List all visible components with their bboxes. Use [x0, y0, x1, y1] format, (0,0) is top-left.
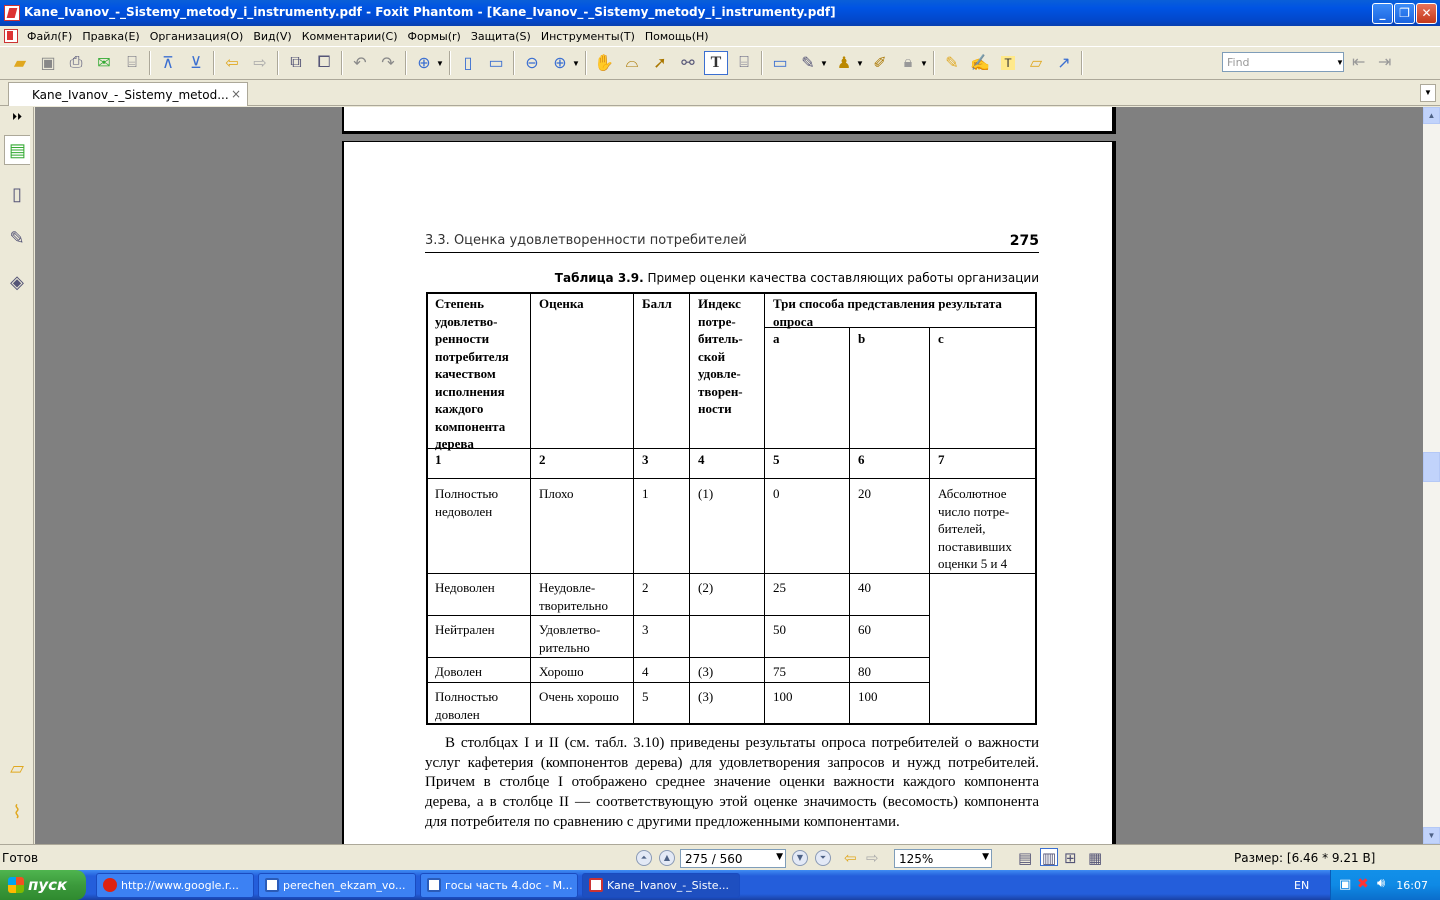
lock-icon[interactable]: 🔒︎ [903, 54, 913, 71]
word-icon [427, 878, 441, 892]
table-cell: 80 [858, 664, 871, 679]
start-button[interactable] [0, 870, 86, 900]
continuous-facing-icon[interactable]: ▦ [1088, 849, 1103, 867]
menu-help[interactable]: Помощь(H) [644, 29, 709, 43]
header-sub-b: b [858, 331, 866, 346]
menu-bar [0, 26, 1440, 46]
toolbar-separator [277, 51, 279, 75]
go-forward-icon[interactable]: ⇨ [866, 849, 879, 867]
scroll-thumb[interactable] [1423, 452, 1440, 482]
select-text-icon[interactable]: T [704, 51, 728, 75]
snapshot-camera-icon[interactable]: ⌸ [739, 54, 749, 71]
table-cell: 60 [858, 622, 871, 637]
header-satisfaction-index: Индекс потре-битель-ской удовле-творен-ности [698, 296, 743, 416]
document-viewport[interactable] [35, 107, 1423, 844]
zoom-in-icon[interactable]: ⊕ [553, 55, 567, 72]
vertical-scrollbar[interactable] [1423, 107, 1440, 844]
toolbar-separator [1081, 51, 1083, 75]
title-bar [0, 0, 1440, 26]
security-alert-icon[interactable]: ✖ [1357, 876, 1369, 892]
page-number-value: 275 / 560 [685, 852, 743, 866]
header-three-methods: Три способа представления результата опроса [773, 296, 1002, 329]
expand-panel-icon[interactable]: ⏵⏵ [12, 111, 22, 123]
document-tab-label: Kane_Ivanov_-_Sistemy_metod... [32, 88, 229, 102]
table-caption-text: Пример оценки качества составляющих работы организации [643, 271, 1039, 285]
certificate-icon[interactable]: ✐ [873, 55, 887, 72]
network-icon[interactable]: ▣ [1339, 877, 1352, 892]
table-cell: (3) [698, 689, 714, 704]
volume-icon[interactable]: 🔊︎ [1377, 876, 1386, 891]
table-cell: Хорошо [539, 664, 584, 679]
clock: 16:07 [1396, 879, 1428, 892]
table-cell: 1 [642, 486, 649, 501]
table-cell: 3 [642, 622, 649, 637]
menu-view[interactable]: Вид(V) [253, 29, 292, 43]
forward-arrow-icon[interactable]: ⇨ [253, 55, 267, 72]
table-border [426, 682, 929, 683]
table-cell: Плохо [539, 486, 574, 501]
previous-page [342, 107, 1116, 134]
menu-forms[interactable]: Формы(r) [407, 29, 461, 43]
menu-edit[interactable]: Правка(E) [82, 29, 140, 43]
zoom-dropdown-icon[interactable]: ▼ [572, 58, 580, 68]
table-cell: 100 [773, 689, 793, 704]
back-arrow-icon[interactable]: ⇦ [225, 55, 239, 72]
taskbar-item-foxit[interactable] [582, 873, 740, 898]
stamp-dropdown-icon[interactable]: ▼ [856, 58, 864, 68]
menu-protect[interactable]: Защита(S) [470, 29, 531, 43]
table-caption-label: Таблица 3.9. [554, 271, 644, 285]
window-title: Kane_Ivanov_-_Sistemy_metody_i_instrumenty.pdf - Foxit Phantom - [Kane_Ivanov_-_Sistemy_metody_i_instrumenty.pdf] [24, 5, 836, 19]
first-page-icon[interactable]: ⏶ [636, 850, 652, 866]
table-cell: 50 [773, 622, 786, 637]
document-menu-icon[interactable] [4, 29, 18, 43]
single-page-icon[interactable]: ▤ [1018, 849, 1033, 867]
column-number: 4 [698, 452, 705, 467]
bookmarks-icon[interactable]: ▤ [4, 135, 30, 165]
form-dropdown-icon[interactable]: ▼ [820, 58, 828, 68]
table-border [426, 478, 1037, 479]
redo-icon[interactable]: ↷ [381, 55, 395, 72]
table-border [530, 292, 531, 725]
toolbar-separator [213, 51, 215, 75]
header-sub-a: a [773, 331, 780, 346]
table-cell: Нейтрален [435, 622, 495, 637]
column-number: 2 [539, 452, 546, 467]
undo-icon[interactable]: ↶ [353, 55, 367, 72]
page-number: 275 [1009, 233, 1039, 249]
header-satisfaction-degree: Степень удовлетво-ренности потребителя качеством исполнения каждого компонента дерева [435, 296, 509, 451]
next-page-nav-icon[interactable]: ▼ [792, 850, 808, 866]
table-cell: 5 [642, 689, 649, 704]
zoom-tool-icon[interactable]: ⊕ [417, 55, 431, 72]
navigation-sidebar [0, 107, 34, 844]
taskbar-item-opera[interactable] [96, 873, 254, 898]
table-border [633, 292, 634, 725]
table-cell: Недоволен [435, 580, 495, 595]
menu-file[interactable]: Файл(F) [27, 29, 73, 43]
table-cell: 20 [858, 486, 871, 501]
table-border [764, 292, 765, 725]
table-cell: (2) [698, 580, 714, 595]
print-icon[interactable]: ⎙ [69, 54, 83, 71]
table-cell: 75 [773, 664, 786, 679]
continuous-page-icon[interactable]: ▥ [1041, 849, 1057, 867]
column-number: 6 [858, 452, 865, 467]
word-icon [265, 878, 279, 892]
page-size-text: Размер: [6.46 * 9.21 В] [1234, 851, 1376, 865]
find-previous-icon[interactable]: ⇤ [1352, 54, 1366, 71]
highlight-pen-icon[interactable]: ✎ [945, 55, 959, 72]
hand-tool-icon[interactable]: ✋ [594, 55, 614, 72]
open-folder-icon[interactable]: ▰ [13, 55, 27, 72]
table-cell: Полностью недоволен [435, 486, 499, 519]
fit-page-icon[interactable]: ▯ [463, 55, 473, 72]
header-score: Балл [642, 296, 672, 311]
foxit-app-icon[interactable] [4, 5, 20, 21]
toolbar-separator [585, 51, 587, 75]
fit-width-icon[interactable]: ▭ [488, 55, 504, 72]
table-cell: 40 [858, 580, 871, 595]
column-number: 3 [642, 452, 649, 467]
status-text: Готов [2, 851, 39, 865]
select-arrow-icon[interactable]: ➚ [653, 55, 667, 72]
go-back-icon[interactable]: ⇦ [844, 849, 857, 867]
arrow-line-icon[interactable]: ↗ [1057, 55, 1071, 72]
table-caption [425, 271, 1039, 285]
table-cell: Абсолютное число потре-бителей, поставивших оценки 5 и 4 [938, 486, 1012, 571]
lock-dropdown-icon[interactable]: ▼ [920, 58, 928, 68]
minimize-button[interactable]: _ [1372, 3, 1393, 24]
save-icon[interactable]: ▣ [40, 55, 56, 72]
zoom-tool-dropdown-icon[interactable]: ▼ [436, 58, 444, 68]
page-number-input[interactable] [680, 849, 786, 868]
section-title: 3.3. Оценка удовлетворенности потребителей [425, 233, 747, 248]
table-cell: Полностью доволен [435, 689, 499, 722]
zoom-input[interactable] [894, 849, 992, 868]
pdf-page [342, 141, 1116, 844]
body-paragraph-text: В столбцах I и II (см. табл. 3.10) приведены результаты опроса потребителей о важности услуг кафетерия (компонентов дерева) для удовлетворения запросов и нужд потребителей. Причем в столбце I отображено среднее значение оценки важности каждого компонента дерева, а в столбце II — соответствующую этой оценке значимость (весомость) компонента для потребителя по сравнению с другими предложенными компонентами. [425, 735, 1039, 830]
annotations-icon[interactable]: ✎ [9, 227, 25, 248]
table-border [1035, 292, 1037, 725]
taskbar-item-label: госы часть 4.doc - M... [445, 879, 573, 892]
find-input[interactable]: Find [1222, 52, 1344, 72]
toolbar-separator [513, 51, 515, 75]
typewriter-icon[interactable]: ✍ [970, 55, 990, 72]
prev-page-icon[interactable]: ▲ [659, 850, 675, 866]
scan-icon[interactable]: ⌸ [127, 54, 137, 71]
body-paragraph [425, 734, 1039, 833]
language-indicator[interactable]: EN [1294, 879, 1310, 892]
close-tab-icon[interactable]: × [230, 87, 241, 101]
column-number: 7 [938, 452, 945, 467]
next-page-icon[interactable]: ⊻ [190, 55, 202, 72]
taskbar-item-word-gosy[interactable] [420, 873, 578, 898]
toolbar-separator [405, 51, 407, 75]
menu-organize[interactable]: Организация(O) [149, 29, 244, 43]
table-cell: Очень хорошо [539, 689, 619, 704]
system-tray [1330, 870, 1440, 900]
toolbar-separator [449, 51, 451, 75]
table-cell: Неудовле-творительно [539, 580, 609, 613]
taskbar-item-label: perechen_ekzam_vo... [283, 879, 406, 892]
table-cell: 0 [773, 486, 780, 501]
previous-page-icon[interactable]: ⊼ [162, 55, 174, 72]
tab-bar [0, 80, 1440, 106]
column-number: 5 [773, 452, 780, 467]
zoom-dropdown-icon[interactable]: ▼ [982, 852, 989, 862]
zoom-out-icon[interactable]: ⊖ [525, 55, 539, 72]
table-cell: 25 [773, 580, 786, 595]
table-cell: Доволен [435, 664, 482, 679]
taskbar-item-label: http://www.google.r... [121, 879, 239, 892]
table-border [426, 615, 764, 616]
last-page-icon[interactable]: ⏷ [815, 850, 831, 866]
taskbar-item-word-perechen[interactable] [258, 873, 416, 898]
scroll-down-icon[interactable]: ▼ [1423, 827, 1440, 844]
scroll-up-icon[interactable]: ▲ [1423, 107, 1440, 124]
start-label: пуск [28, 876, 68, 894]
taskbar-item-label: Kane_Ivanov_-_Siste... [607, 879, 730, 892]
status-bar [0, 844, 1440, 870]
zoom-value: 125% [899, 852, 934, 866]
attachments-icon[interactable]: ⌇ [12, 801, 22, 822]
running-head [425, 233, 1039, 253]
menu-comments[interactable]: Комментарии(C) [301, 29, 398, 43]
header-rating: Оценка [539, 296, 584, 311]
facing-pages-icon[interactable]: ⊞ [1064, 849, 1077, 867]
note-comment-icon[interactable]: ▱ [1029, 55, 1043, 72]
comments-panel-icon[interactable]: ▱ [10, 757, 24, 778]
table-cell: Удовлетво-рительно [539, 622, 601, 655]
toolbar-separator [149, 51, 151, 75]
table-border [764, 615, 929, 616]
toolbar-separator [341, 51, 343, 75]
table-cell: 4 [642, 664, 649, 679]
table-cell: 2 [642, 580, 649, 595]
menu-tools[interactable]: Инструменты(T) [540, 29, 635, 43]
table-cell: (1) [698, 486, 714, 501]
close-button[interactable]: ✕ [1416, 3, 1437, 24]
insert-pages-icon[interactable]: ⧠ [317, 54, 331, 71]
tab-list-dropdown-icon[interactable]: ▼ [1420, 84, 1436, 102]
document-tab[interactable] [8, 82, 248, 106]
toolbar-separator [761, 51, 763, 75]
header-sub-c: c [938, 331, 944, 346]
column-number: 1 [435, 452, 442, 467]
edit-form-icon[interactable]: ✎ [801, 55, 815, 72]
find-next-icon[interactable]: ⇥ [1378, 54, 1392, 71]
table-cell: (3) [698, 664, 714, 679]
stamp-icon[interactable]: ♟ [836, 55, 852, 72]
page-dropdown-icon[interactable]: ▼ [776, 852, 783, 862]
extract-pages-icon[interactable]: ⧉ [290, 54, 302, 71]
evaluation-table [426, 292, 1037, 725]
pages-thumbnail-icon[interactable]: ▯ [12, 183, 22, 204]
rectangle-icon[interactable]: ▭ [772, 55, 788, 72]
reading-glasses-icon[interactable]: ⌓ [625, 54, 639, 71]
find-dropdown-icon[interactable]: ▼ [1336, 58, 1344, 67]
table-border [426, 657, 929, 658]
table-cell: 100 [858, 689, 878, 704]
windows-logo-icon [8, 877, 24, 893]
email-icon[interactable]: ✉ [97, 55, 111, 72]
restore-button[interactable]: ❐ [1394, 3, 1415, 24]
layers-icon[interactable]: ◈ [10, 271, 24, 292]
text-box-icon[interactable]: T [996, 51, 1020, 75]
taskbar [0, 870, 1440, 900]
toolbar-separator [933, 51, 935, 75]
foxit-icon [589, 878, 603, 892]
opera-icon [103, 878, 117, 892]
binoculars-icon[interactable]: ⚯ [681, 55, 695, 72]
